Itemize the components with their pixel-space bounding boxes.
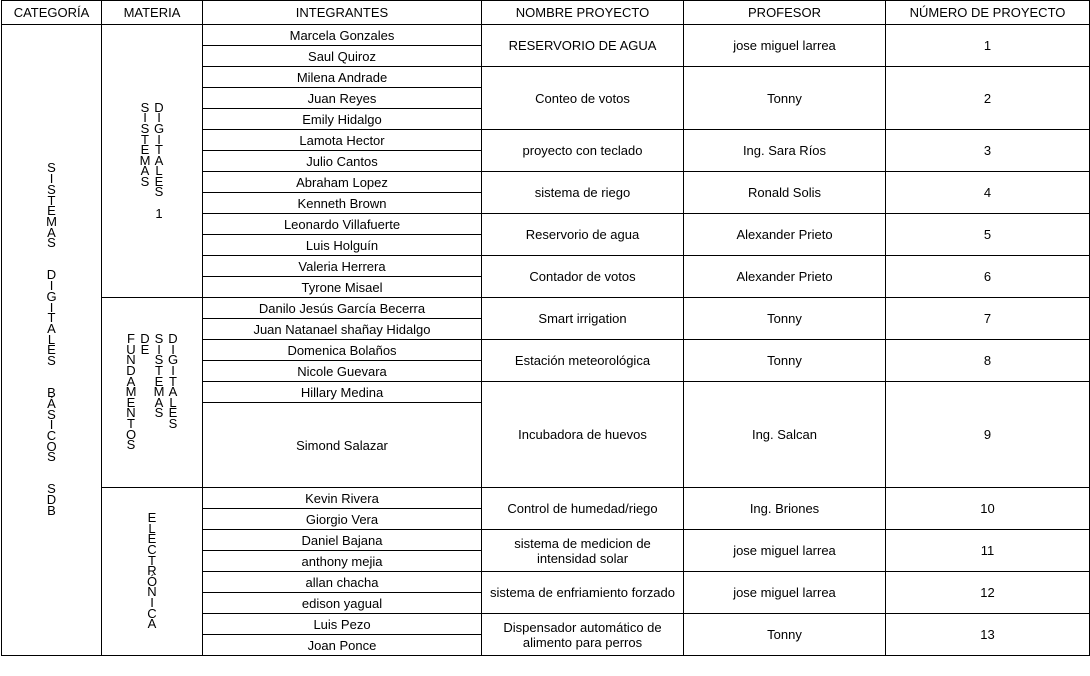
numero-proyecto-cell[interactable]: 8 (886, 340, 1090, 382)
vertical-text: E L E C T R Ó N I C A (146, 510, 158, 632)
numero-proyecto-cell[interactable]: 9 (886, 382, 1090, 488)
integrante-cell[interactable]: Simond Salazar (203, 403, 482, 488)
nombre-proyecto-cell[interactable]: sistema de riego (482, 172, 684, 214)
nombre-proyecto-cell[interactable]: sistema de medicion de intensidad solar (482, 530, 684, 572)
table-row (2, 25, 1090, 46)
integrante-cell[interactable]: Joan Ponce (203, 635, 482, 656)
profesor-cell[interactable]: Tonny (684, 67, 886, 130)
materia-cell[interactable] (102, 25, 203, 298)
profesor-cell[interactable]: jose miguel larrea (684, 572, 886, 614)
integrante-cell[interactable]: Julio Cantos (203, 151, 482, 172)
numero-proyecto-cell[interactable]: 12 (886, 572, 1090, 614)
integrante-cell[interactable]: Luis Pezo (203, 614, 482, 635)
projects-table (1, 0, 1090, 656)
numero-proyecto-cell[interactable]: 4 (886, 172, 1090, 214)
integrante-cell[interactable]: anthony mejia (203, 551, 482, 572)
integrante-cell[interactable]: Lamota Hector (203, 130, 482, 151)
nombre-proyecto-cell[interactable]: Control de humedad/riego (482, 488, 684, 530)
header-nombre-proyecto[interactable]: NOMBRE PROYECTO (482, 1, 684, 25)
integrante-cell[interactable]: Tyrone Misael (203, 277, 482, 298)
categoria-cell[interactable] (2, 25, 102, 656)
numero-proyecto-cell[interactable]: 11 (886, 530, 1090, 572)
integrante-cell[interactable]: Emily Hidalgo (203, 109, 482, 130)
profesor-cell[interactable]: Ing. Briones (684, 488, 886, 530)
numero-proyecto-cell[interactable]: 5 (886, 214, 1090, 256)
header-profesor[interactable]: PROFESOR (684, 1, 886, 25)
profesor-cell[interactable]: Tonny (684, 340, 886, 382)
integrante-cell[interactable]: Giorgio Vera (203, 509, 482, 530)
integrante-cell[interactable]: Daniel Bajana (203, 530, 482, 551)
vertical-text: S I S T E M A S (139, 99, 151, 189)
nombre-proyecto-cell[interactable]: Contador de votos (482, 256, 684, 298)
integrante-cell[interactable]: Juan Reyes (203, 88, 482, 109)
numero-proyecto-cell[interactable]: 10 (886, 488, 1090, 530)
numero-proyecto-cell[interactable]: 13 (886, 614, 1090, 656)
numero-proyecto-cell[interactable]: 7 (886, 298, 1090, 340)
nombre-proyecto-cell[interactable]: RESERVORIO DE AGUA (482, 25, 684, 67)
integrante-cell[interactable]: Hillary Medina (203, 382, 482, 403)
nombre-proyecto-cell[interactable]: Estación meteorológica (482, 340, 684, 382)
integrante-cell[interactable]: Leonardo Villafuerte (203, 214, 482, 235)
numero-proyecto-cell[interactable]: 2 (886, 67, 1090, 130)
nombre-proyecto-cell[interactable]: Reservorio de agua (482, 214, 684, 256)
header-categoria[interactable]: CATEGORÍA (2, 1, 102, 25)
integrante-cell[interactable]: Marcela Gonzales (203, 25, 482, 46)
vertical-text: D I G I T A L E S (167, 331, 179, 431)
integrante-cell[interactable]: Valeria Herrera (203, 256, 482, 277)
integrante-cell[interactable]: edison yagual (203, 593, 482, 614)
integrante-cell[interactable]: Juan Natanael shañay Hidalgo (203, 319, 482, 340)
numero-proyecto-cell[interactable]: 1 (886, 25, 1090, 67)
nombre-proyecto-cell[interactable]: Dispensador automático de alimento para perros (482, 614, 684, 656)
vertical-text: D I G I T A L E S 1 (153, 99, 165, 221)
integrante-cell[interactable]: Danilo Jesús García Becerra (203, 298, 482, 319)
integrante-cell[interactable]: allan chacha (203, 572, 482, 593)
header-row (2, 1, 1090, 25)
nombre-proyecto-cell[interactable]: Conteo de votos (482, 67, 684, 130)
integrante-cell[interactable]: Nicole Guevara (203, 361, 482, 382)
integrante-cell[interactable]: Kenneth Brown (203, 193, 482, 214)
nombre-proyecto-cell[interactable]: Incubadora de huevos (482, 382, 684, 488)
header-numero-proyecto[interactable]: NÚMERO DE PROYECTO (886, 1, 1090, 25)
header-integrantes[interactable]: INTEGRANTES (203, 1, 482, 25)
profesor-cell[interactable]: jose miguel larrea (684, 530, 886, 572)
integrante-cell[interactable]: Saul Quiroz (203, 46, 482, 67)
profesor-cell[interactable]: Alexander Prieto (684, 256, 886, 298)
vertical-text: D E (140, 331, 150, 357)
numero-proyecto-cell[interactable]: 3 (886, 130, 1090, 172)
table-row (2, 298, 1090, 319)
integrante-cell[interactable]: Domenica Bolaños (203, 340, 482, 361)
profesor-cell[interactable]: Tonny (684, 298, 886, 340)
nombre-proyecto-cell[interactable]: Smart irrigation (482, 298, 684, 340)
profesor-cell[interactable]: Alexander Prieto (684, 214, 886, 256)
profesor-cell[interactable]: Ing. Salcan (684, 382, 886, 488)
profesor-cell[interactable]: Ing. Sara Ríos (684, 130, 886, 172)
profesor-cell[interactable]: Tonny (684, 614, 886, 656)
integrante-cell[interactable]: Milena Andrade (203, 67, 482, 88)
categoria-vertical-text: S I S T E M A S D I G I T A L E S B Á S I C O S S D B (46, 160, 57, 518)
nombre-proyecto-cell[interactable]: sistema de enfriamiento forzado (482, 572, 684, 614)
header-materia[interactable]: MATERIA (102, 1, 203, 25)
materia-cell[interactable] (102, 488, 203, 656)
table-row (2, 488, 1090, 509)
vertical-text: F U N D A M E N T O S (125, 331, 137, 453)
vertical-text: S I S T E M A S (153, 331, 165, 421)
materia-cell[interactable] (102, 298, 203, 488)
integrante-cell[interactable]: Luis Holguín (203, 235, 482, 256)
profesor-cell[interactable]: Ronald Solis (684, 172, 886, 214)
integrante-cell[interactable]: Abraham Lopez (203, 172, 482, 193)
integrante-cell[interactable]: Kevin Rivera (203, 488, 482, 509)
numero-proyecto-cell[interactable]: 6 (886, 256, 1090, 298)
nombre-proyecto-cell[interactable]: proyecto con teclado (482, 130, 684, 172)
profesor-cell[interactable]: jose miguel larrea (684, 25, 886, 67)
